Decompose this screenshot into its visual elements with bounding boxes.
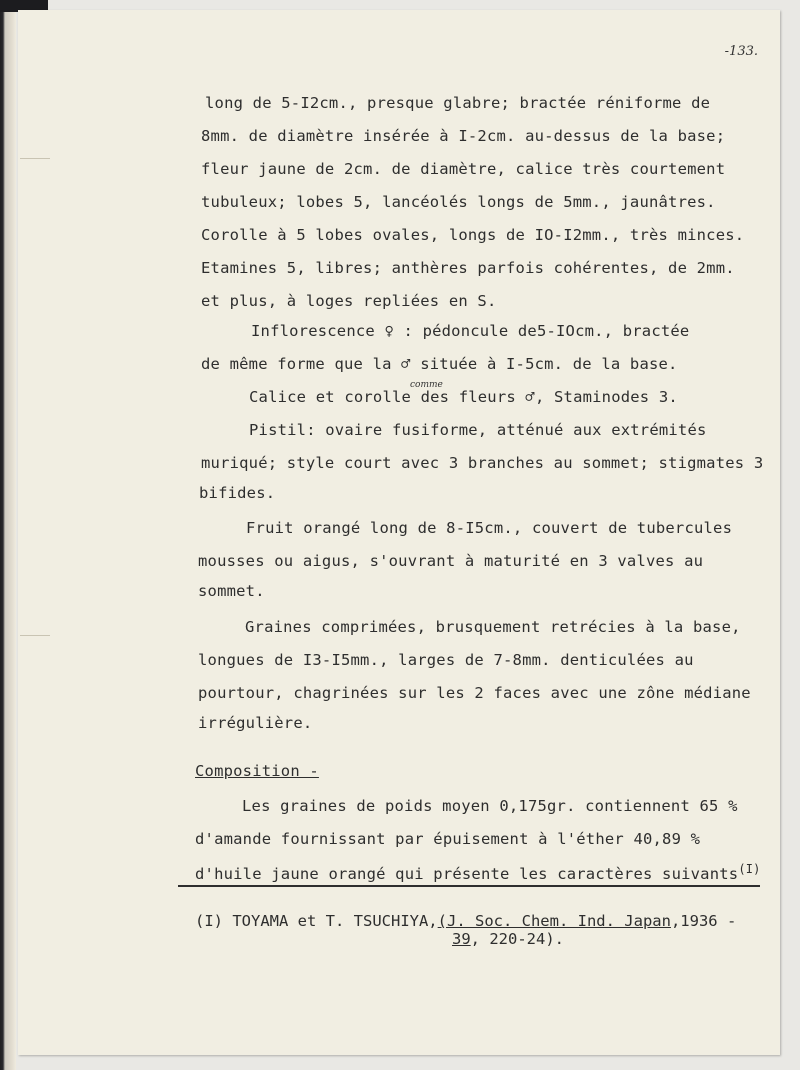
book-spine-edge: [0, 0, 16, 1070]
footnote-divider: [178, 885, 760, 887]
text-line: muriqué; style court avec 3 branches au sommet; stigmates 3: [201, 454, 764, 472]
text-line: Etamines 5, libres; anthères parfois cohérentes, de 2mm.: [201, 259, 735, 277]
footnote-pages: , 220-24).: [470, 930, 564, 948]
text-line: Corolle à 5 lobes ovales, longs de IO-I2mm., très minces.: [201, 226, 745, 244]
margin-mark: [20, 635, 50, 636]
text-line: 8mm. de diamètre insérée à I-2cm. au-dessus de la base;: [201, 127, 726, 145]
text-line: mousses ou aigus, s'ouvrant à maturité en 3 valves au: [198, 552, 704, 570]
footnote-authors: TOYAMA et T. TSUCHIYA,: [232, 912, 438, 930]
text-line: long de 5-I2cm., presque glabre; bractée réniforme de: [205, 94, 711, 112]
text-line-content: d'huile jaune orangé qui présente les caractères suivants: [195, 865, 739, 883]
footnote: [195, 912, 736, 930]
text-line: fleur jaune de 2cm. de diamètre, calice très courtement: [201, 160, 726, 178]
section-heading: Composition -: [195, 762, 319, 780]
text-line: de même forme que la ♂ située à I-5cm. de la base.: [201, 355, 678, 373]
text-line: [195, 862, 761, 883]
footnote-marker: (I): [195, 912, 223, 930]
text-line: longues de I3-I5mm., larges de 7-8mm. denticulées au: [198, 651, 694, 669]
margin-mark: [20, 158, 50, 159]
footnote-year: ,1936 -: [670, 912, 737, 930]
footnote-volume: 39: [452, 930, 471, 948]
text-line: irrégulière.: [198, 714, 313, 732]
text-line: sommet.: [198, 582, 265, 600]
text-line: tubuleux; lobes 5, lancéolés longs de 5mm., jaunâtres.: [201, 193, 716, 211]
text-line: Inflorescence ♀ : pédoncule de5-IOcm., bractée: [251, 322, 690, 340]
page-number: -133.: [724, 44, 758, 59]
text-line: et plus, à loges repliées en S.: [201, 292, 497, 310]
footnote-reference: (I): [738, 862, 761, 876]
text-line: Les graines de poids moyen 0,175gr. contiennent 65 %: [242, 797, 738, 815]
text-line: bifides.: [199, 484, 276, 502]
footnote-journal: (J. Soc. Chem. Ind. Japan: [437, 912, 671, 930]
text-line: Pistil: ovaire fusiforme, atténué aux extrémités: [249, 421, 707, 439]
text-line: Fruit orangé long de 8-I5cm., couvert de tubercules: [246, 519, 733, 537]
text-line: Graines comprimées, brusquement retrécies à la base,: [245, 618, 741, 636]
text-line: pourtour, chagrinées sur les 2 faces avec une zône médiane: [198, 684, 751, 702]
footnote-continuation: [452, 930, 564, 948]
text-line: d'amande fournissant par épuisement à l'éther 40,89 %: [195, 830, 701, 848]
text-line: Calice et corolle des fleurs ♂, Staminodes 3.: [249, 388, 678, 406]
handwritten-annotation: comme: [410, 380, 443, 390]
